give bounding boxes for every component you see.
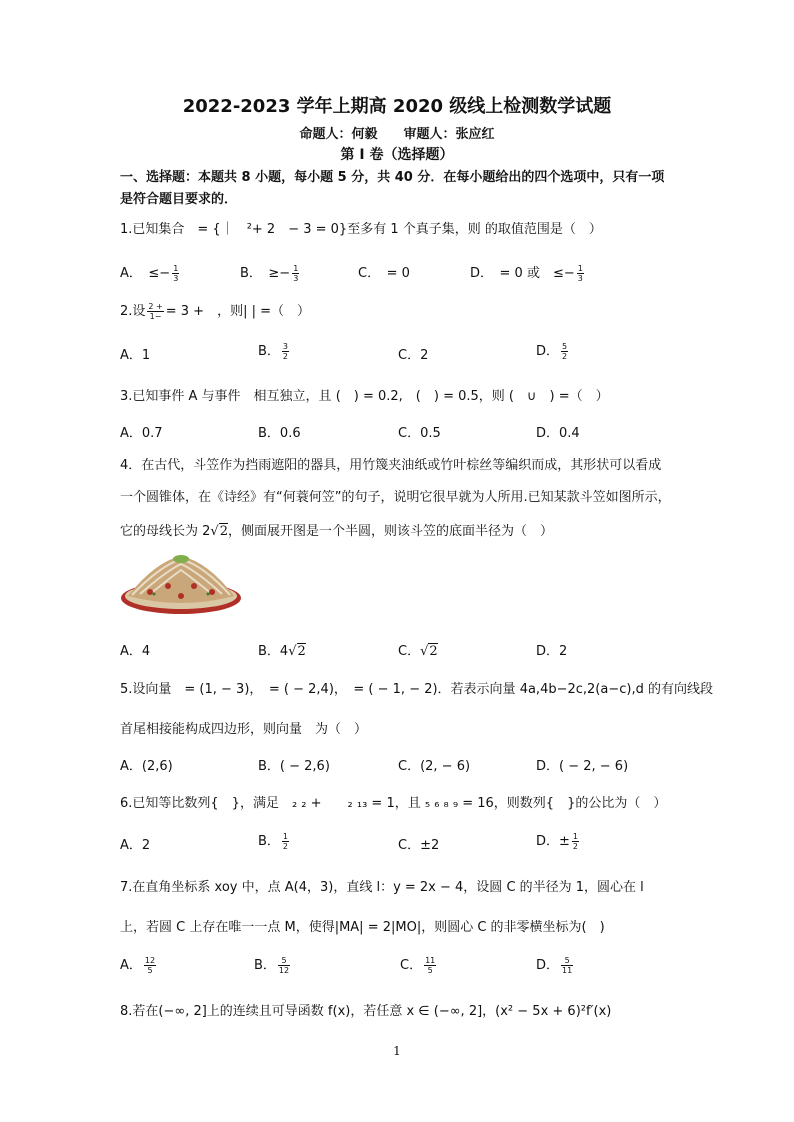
q1-option-d [470,262,586,283]
fraction-denominator: 5 [147,966,153,975]
q3-option-b: B．0.6 [258,426,301,441]
fraction [577,264,584,283]
fraction-denominator: 3 [173,274,179,283]
question-5-line2: 首尾相接能构成四边形，则向量 为（ ） [120,722,368,737]
q6-option-d-text: D．± [536,834,570,849]
fraction [424,956,436,975]
fraction-numerator: 5 [561,956,573,966]
q4-option-b [258,640,306,659]
question-6-stem: 6.已知等比数列{ }，满足 ₂ ₂ + ₂ ₁₃ = 1，且 ₅ ₆ ₈ ₉ = 16，则数列{ }的公比为（ ） [120,796,667,811]
question-7-line2: 上，若圆 C 上存在唯一一点 M，使得|MA| = 2|MO|，则圆心 C 的非零横坐标为( ) [120,920,605,935]
fraction-numerator: 1 [293,264,299,273]
q6-option-d [536,830,581,851]
q3-option-d: D．0.4 [536,426,580,441]
q1-option-d-text: D． = 0 或 ≤− [470,266,575,281]
fraction-numerator: 11 [425,956,436,965]
question-4-line1: 4．在古代，斗笠作为挡雨遮阳的器具，用竹篾夹油纸或竹叶棕丝等编织而成，其形状可以看成 [120,458,662,473]
fraction [561,956,573,975]
q1-option-a-text: A． ≤− [120,266,171,281]
fraction-numerator: 1 [577,264,583,273]
sqrt-symbol: √ [420,644,429,659]
q7-option-a [120,954,158,975]
q7-option-b-text: B． [254,958,276,973]
q4-line3-pre: 它的母线长为 2 [120,524,211,539]
fraction [572,832,579,851]
fraction-numerator: 1 [282,832,289,841]
sqrt-symbol: √ [210,524,219,539]
fraction-numerator: 5 [278,956,290,966]
authors-line: 命题人：何毅 审题人：张应红 [299,127,495,142]
fraction-denominator: 12 [278,966,290,975]
q7-option-c-text: C． [400,958,423,973]
fraction-numerator: 12 [144,956,156,965]
fraction-numerator: 3 [282,342,289,351]
section-heading-line2: 是符合题目要求的． [120,192,238,207]
fraction [278,956,290,975]
sqrt-radicand: 2 [219,524,228,539]
q5-option-b: B．( − 2,6) [258,759,330,774]
bamboo-hat-image [120,550,242,620]
fraction [144,956,156,975]
q1-option-b [240,262,301,283]
q6-option-b-text: B． [258,834,280,849]
q5-option-d: D．( − 2, − 6) [536,759,629,774]
q7-option-d [536,954,575,975]
q7-option-a-text: A． [120,958,142,973]
q7-option-c [400,954,438,975]
page-number: 1 [393,1044,401,1058]
page-title: 2022-2023 学年上期高 2020 级线上检测数学试题 [182,96,612,117]
part-heading: 第 I 卷（选择题） [340,147,454,163]
q2-option-a: A．1 [120,348,151,363]
q2-stem-post: = 3 + ，则| | =（ ） [165,304,310,319]
section-heading-line1: 一、选择题：本题共 8 小题，每小题 5 分，共 40 分．在每小题给出的四个选项中，只有一项 [120,170,665,185]
q4-option-a: A．4 [120,644,151,659]
q2-stem-pre: 2.设 [120,304,146,319]
q4-option-d: D．2 [536,644,568,659]
fraction-numerator: 2 + [148,302,163,311]
sqrt-symbol: √ [288,644,297,659]
q7-option-d-text: D． [536,958,560,973]
q3-option-c: C．0.5 [398,426,441,441]
q1-option-b-text: B． ≥− [240,266,291,281]
question-7-line1: 7.在直角坐标系 xoy 中，点 A(4，3)，直线 l：y = 2x − 4，设圆 C 的半径为 1，圆心在 l [120,880,644,895]
sqrt-radicand: 2 [297,644,306,659]
question-8-stem: 8.若在(−∞, 2]上的连续且可导函数 f(x)，若任意 x ∈ (−∞, 2]，(x² − 5x + 6)²f′(x) [120,1004,612,1019]
q1-option-a [120,262,181,283]
fraction [282,832,289,851]
q2-option-c: C．2 [398,348,429,363]
fraction-denominator: 3 [293,274,299,283]
q4-option-c [398,640,438,659]
q4-option-b-text: B．4 [258,644,289,659]
fraction [282,342,289,361]
question-1-stem: 1.已知集合 = {｜ ²+ 2 − 3 = 0}至多有 1 个真子集，则 的取值范围是（ ） [120,222,602,237]
q2-option-b [258,340,291,361]
q6-option-a: A．2 [120,838,151,853]
fraction-denominator: 5 [427,966,433,975]
fraction [561,342,568,361]
q3-option-a: A．0.7 [120,426,163,441]
q5-option-a: A．(2,6) [120,759,173,774]
fraction-denominator: 1− [149,312,162,321]
fraction [292,264,299,283]
fraction-denominator: 2 [572,842,578,851]
q1-option-c: C． = 0 [358,266,410,281]
q5-option-c: C．(2, − 6) [398,759,471,774]
q4-line3-post: ，侧面展开图是一个半圆，则该斗笠的底面半径为（ ） [227,524,553,539]
q2-option-d-text: D． [536,344,560,359]
fraction [172,264,179,283]
fraction-denominator: 2 [282,352,289,361]
q4-option-c-text: C． [398,644,421,659]
q2-option-b-text: B． [258,344,280,359]
question-4-line3 [120,520,553,539]
q6-option-c: C．±2 [398,838,440,853]
fraction-numerator: 1 [173,264,179,273]
fraction-denominator: 2 [282,842,289,851]
fraction-denominator: 2 [562,352,568,361]
q2-option-d [536,340,570,361]
q7-option-b [254,954,292,975]
fraction-numerator: 5 [562,342,568,351]
question-5-line1: 5.设向量 = (1, − 3)， = ( − 2,4)， = ( − 1, − 2)．若表示向量 4a,4b−2c,2(a−c),d 的有向线段 [120,682,713,697]
fraction-denominator: 11 [562,966,573,975]
fraction-numerator: 1 [572,832,578,841]
question-4-line2: 一个圆锥体，在《诗经》有“何蓑何笠”的句子，说明它很早就为人所用.已知某款斗笠如图所示， [120,490,671,505]
question-3-stem: 3.已知事件 A 与事件 相互独立，且 ( ) = 0.2, ( ) = 0.5，则 ( ∪ ) =（ ） [120,389,609,404]
fraction-denominator: 3 [577,274,583,283]
fraction [147,302,163,321]
sqrt-radicand: 2 [429,644,438,659]
q6-option-b [258,830,291,851]
question-2-stem [120,300,310,321]
